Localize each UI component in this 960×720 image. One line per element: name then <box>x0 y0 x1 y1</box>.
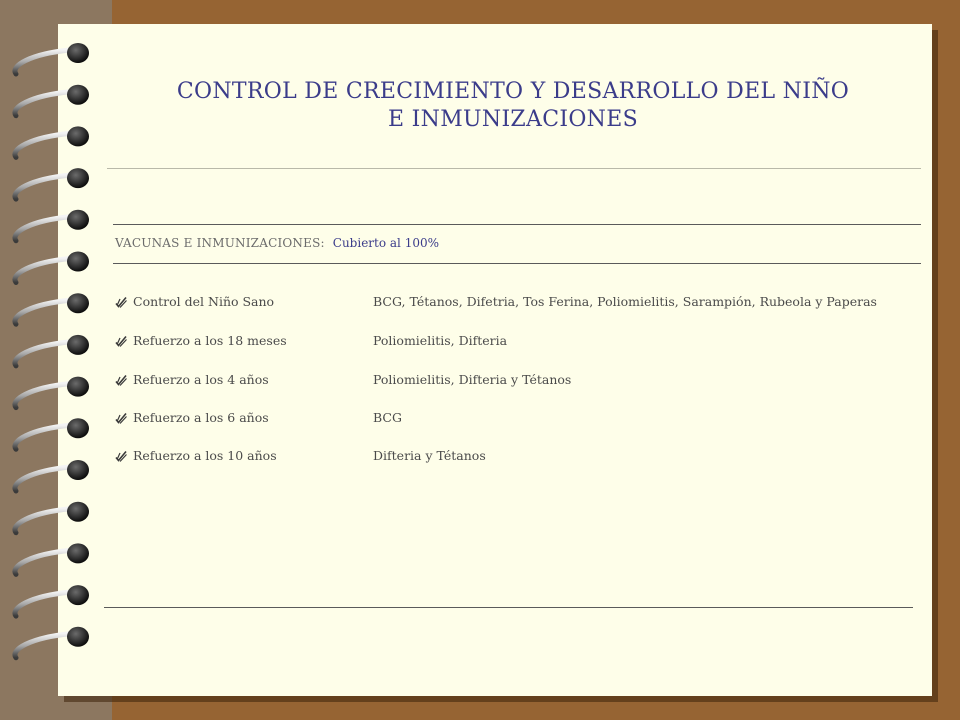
checkmark-icon <box>114 449 128 463</box>
list-item-name: Refuerzo a los 4 años <box>133 372 269 387</box>
page-title-line2: E INMUNIZACIONES <box>388 107 638 132</box>
page-title-line1: CONTROL DE CRECIMIENTO Y DESARROLLO DEL NIÑO <box>176 79 850 104</box>
checkmark-icon <box>114 373 128 387</box>
divider <box>113 263 921 264</box>
list-item-name: Refuerzo a los 10 años <box>133 448 277 463</box>
list-item-desc: Difteria y Tétanos <box>373 448 486 463</box>
checkmark-icon <box>114 334 128 348</box>
list-item-desc: BCG, Tétanos, Difetria, Tos Ferina, Poliomielitis, Sarampión, Rubeola y Paperas <box>373 294 877 309</box>
checkmark-icon <box>114 411 128 425</box>
divider <box>104 607 913 608</box>
divider <box>107 168 921 169</box>
vaccination-coverage-value: Cubierto al 100% <box>332 236 440 250</box>
list-item-desc: Poliomielitis, Difteria <box>373 333 508 348</box>
list-item-name: Refuerzo a los 18 meses <box>133 333 287 348</box>
checkmark-icon <box>114 295 128 309</box>
vaccination-coverage-label: VACUNAS E INMUNIZACIONES: <box>115 236 325 250</box>
vaccination-coverage <box>115 236 439 250</box>
page-title <box>90 78 936 134</box>
list-item-desc: Poliomielitis, Difteria y Tétanos <box>373 372 572 387</box>
list-item-desc: BCG <box>373 410 402 425</box>
divider <box>113 224 921 225</box>
list-item-name: Control del Niño Sano <box>133 294 275 309</box>
list-item-name: Refuerzo a los 6 años <box>133 410 269 425</box>
